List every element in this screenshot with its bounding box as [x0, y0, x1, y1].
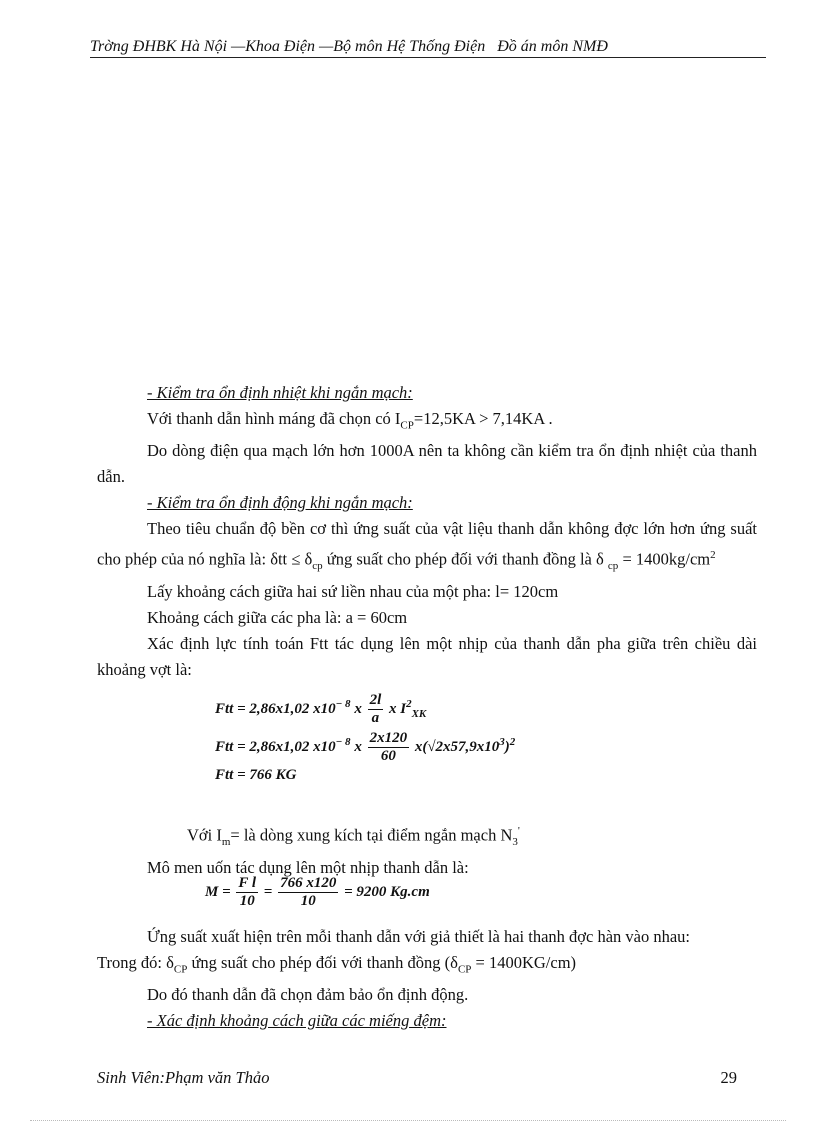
page-number: 29	[720, 1068, 737, 1087]
bottom-divider	[30, 1120, 786, 1121]
page-footer	[97, 1068, 737, 1088]
para-span-length: Lấy khoảng cách giữa hai sứ liền nhau của một pha: l= 120cm	[147, 582, 559, 602]
footer-student: Sinh Viên:Phạm văn Thảo	[97, 1068, 270, 1087]
page-body	[97, 380, 757, 683]
para-im: Với $I_m=$ là dòng xung kích tại điểm ngắn mạch $N_3'$ Mô men uốn tác dụng lên một nhịp thanh dẫn là:	[147, 818, 757, 881]
formula-ftt-general: Ftt = 2,86x1,02 $x10^{- 8}$ x $\frac{2l}{a}$ x $I^2_{XK}$	[215, 692, 427, 726]
para-moment-intro: Mô men uốn tác dụng lên một nhịp thanh dẫn là:	[147, 857, 469, 877]
para-no-check: Do dòng điện qua mạch lớn hơn 1000A nên ta không cần kiểm tra ổn định nhiệt của thanh dẫn.	[97, 441, 757, 487]
para-phase-spacing: Khoảng cách giữa các pha là: a = 60cm	[147, 608, 408, 628]
header-school: Trờng ĐHBK Hà Nội —Khoa Điện —Bộ môn Hệ Thống Điện	[90, 38, 486, 55]
section-spacing: - Xác định khoảng cách giữa các miếng đệm:	[147, 1011, 447, 1031]
para-force-intro: Xác định lực tính toán Ftt tác dụng lên một nhịp của thanh dẫn pha giữa trên chiều dài khoảng vợt là:	[97, 634, 757, 680]
page-body-lower	[97, 924, 757, 1034]
formula-ftt-result: Ftt = 766 KG	[215, 767, 297, 783]
para-stress-criteria: Theo tiêu chuẩn độ bền cơ thì ứng suất của vật liệu thanh dẫn không đợc lớn hơn ứng suất cho phép của nó nghĩa là: $\delta tt \le \delta_{cp}$ ứng suất cho phép đối với thanh đồng là δ $_{cp} = 1400kg/cm^2$	[97, 519, 757, 573]
section-dynamic: - Kiểm tra ổn định động khi ngắn mạch:	[147, 493, 413, 513]
para-stress-welded: Ứng suất xuất hiện trên mỗi thanh dẫn với giả thiết là hai thanh đợc hàn vào nhau:	[147, 927, 690, 946]
para-where: Trong đó: $\delta_{CP}$ ứng suất cho phép đối với thanh đồng $(\delta_{CP} = 1400KG/cm)$	[97, 953, 577, 976]
para-conclusion: Do đó thanh dẫn đã chọn đảm bảo ổn định động.	[147, 985, 469, 1005]
formula-moment: M = $\frac{\text{F l}}{10}$ = $\frac{766 x120}{10}$ = 9200 Kg.cm	[205, 875, 430, 909]
formula-ftt-values: Ftt = 2,86x1,02 $x10^{- 8}$ x $\frac{2x120}{60}$ $x(√2x57,9x10^3)^2$	[215, 730, 516, 764]
para-icp: Với thanh dẫn hình máng đã chọn có $I_{CP}=12,5KA > 7,14KA$ .	[147, 409, 553, 432]
section-thermal: - Kiểm tra ổn định nhiệt khi ngắn mạch:	[147, 383, 413, 402]
header-project: Đồ án môn NMĐ	[497, 38, 608, 55]
page-header	[90, 38, 766, 58]
